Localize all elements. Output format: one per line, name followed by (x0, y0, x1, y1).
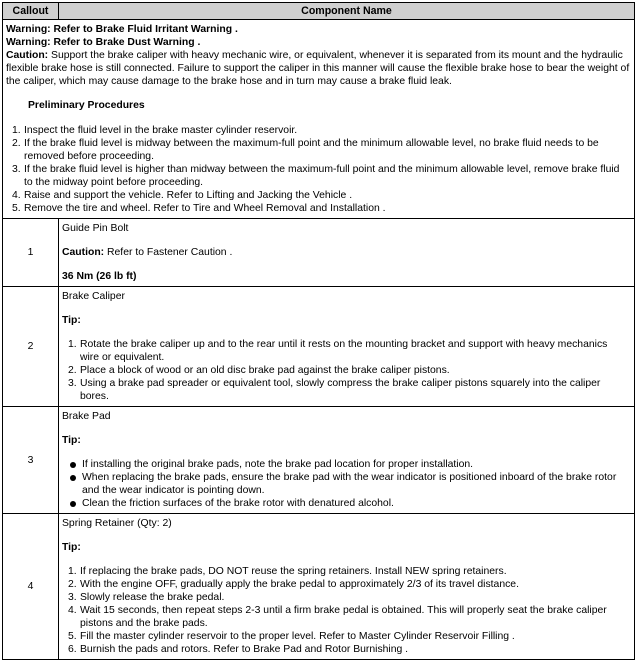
list-item: When replacing the brake pads, ensure the brake pad with the wear indicator is positioned inboard of the brake rotor and the wear indicator is pointing down. (62, 471, 628, 497)
tip-list (62, 565, 628, 656)
caution-paragraph (6, 49, 630, 88)
list-item: 1. Inspect the fluid level in the brake master cylinder reservoir. (12, 125, 298, 136)
callout-number: 1 (3, 219, 59, 287)
list-item: 6. Burnish the pads and rotors. Refer to Brake Pad and Rotor Burnishing . (68, 644, 409, 655)
list-item: Clean the friction surfaces of the brake rotor with denatured alcohol. (62, 497, 628, 510)
list-item: 4. Wait 15 seconds, then repeat steps 2-3 until a firm brake pedal is obtained. This will properly seat the brake caliper pistons and the brake pads. (68, 605, 607, 629)
warning-fluid-irritant: Warning: Refer to Brake Fluid Irritant Warning . (6, 24, 238, 35)
table-row (3, 514, 635, 660)
list-item: 5. Remove the tire and wheel. Refer to Tire and Wheel Removal and Installation . (12, 203, 386, 214)
torque-spec: 36 Nm (26 lb ft) (62, 271, 137, 282)
warning-brake-dust: Warning: Refer to Brake Dust Warning . (6, 37, 201, 48)
list-item: If installing the original brake pads, note the brake pad location for proper installation. (62, 458, 628, 471)
list-item: 2. If the brake fluid level is midway between the maximum-full point and the minimum allowable level, no brake fluid needs to be removed before proceeding. (12, 138, 599, 162)
tip-label: Tip: (62, 435, 81, 446)
component-name-column-header: Component Name (59, 3, 635, 20)
preliminary-procedures-title: Preliminary Procedures (28, 100, 145, 111)
tip-list (62, 458, 628, 510)
callout-number: 2 (3, 287, 59, 407)
intro-cell (3, 20, 635, 219)
component-name: Brake Pad (62, 411, 111, 422)
preliminary-steps-list (6, 124, 630, 215)
callout-column-header: Callout (3, 3, 59, 20)
component-name: Brake Caliper (62, 291, 125, 302)
list-item: 2. With the engine OFF, gradually apply the brake pedal to approximately 2/3 of its travel distance. (68, 579, 519, 590)
list-item: 3. Slowly release the brake pedal. (68, 592, 225, 603)
list-item: 5. Fill the master cylinder reservoir to the proper level. Refer to Master Cylinder Reservoir Filling . (68, 631, 515, 642)
callout-number: 4 (3, 514, 59, 660)
component-cell (59, 287, 635, 407)
tip-list (62, 338, 628, 403)
bullet-icon (70, 501, 76, 507)
component-cell (59, 514, 635, 660)
table-row (3, 407, 635, 514)
list-item: 1. If replacing the brake pads, DO NOT reuse the spring retainers. Install NEW spring retainers. (68, 566, 507, 577)
caution-line: Caution: Refer to Fastener Caution . (62, 247, 233, 258)
list-item: 3. If the brake fluid level is higher than midway between the maximum-full point and the minimum allowable level, remove brake fluid to the midway point before proceeding. (12, 164, 620, 188)
table-row (3, 219, 635, 287)
bullet-icon (70, 475, 76, 481)
component-cell (59, 407, 635, 514)
caution-label: Caution: (6, 50, 49, 61)
bullet-icon (70, 462, 76, 468)
list-item: 3. Using a brake pad spreader or equivalent tool, slowly compress the brake caliper pistons squarely into the caliper bores. (68, 378, 601, 402)
tip-label: Tip: (62, 542, 81, 553)
list-item: 2. Place a block of wood or an old disc brake pad against the brake caliper pistons. (68, 365, 450, 376)
component-name: Guide Pin Bolt (62, 223, 129, 234)
component-name: Spring Retainer (Qty: 2) (62, 518, 172, 529)
tip-label: Tip: (62, 315, 81, 326)
callout-number: 3 (3, 407, 59, 514)
table-row (3, 287, 635, 407)
component-cell (59, 219, 635, 287)
intro-row (3, 20, 635, 219)
list-item: 1. Rotate the brake caliper up and to the rear until it rests on the mounting bracket and support with heavy mechanics wire or equivalent. (68, 339, 608, 363)
list-item: 4. Raise and support the vehicle. Refer to Lifting and Jacking the Vehicle . (12, 190, 353, 201)
procedure-table (2, 2, 635, 660)
caution-text: Support the brake caliper with heavy mechanic wire, or equivalent, whenever it is separated from its mount and the hydraulic flexible brake hose is still connected. Failure to support the caliper in this manner will cause the flexible brake hose to bear the weight of the caliper, which may cause damage to the brake hose and in turn may cause a brake fluid leak. (6, 50, 630, 87)
table-header-row (3, 3, 635, 20)
